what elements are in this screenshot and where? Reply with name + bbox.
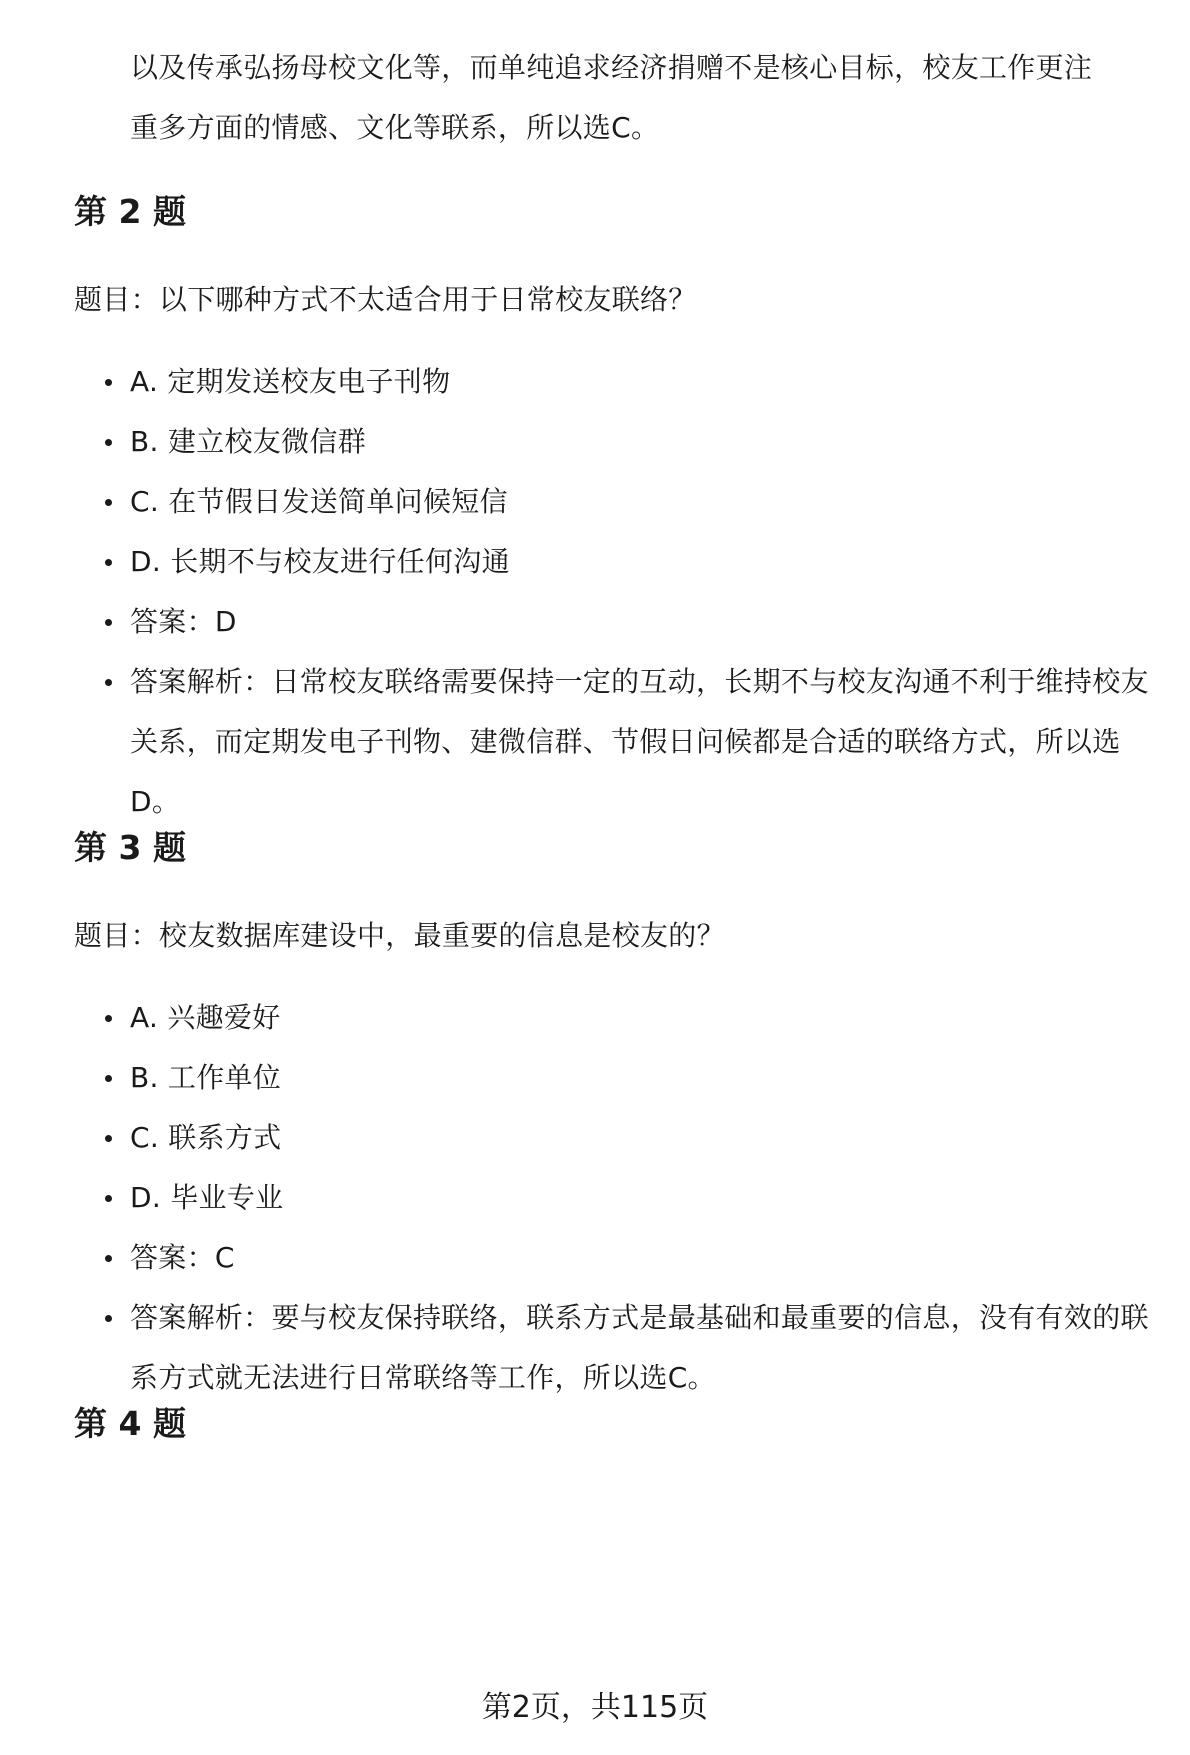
question-3-text: 题目：校友数据库建设中，最重要的信息是校友的？ [74,919,725,952]
option-b: B. 工作单位 [0,1048,1190,1108]
option-c: C. 在节假日发送简单问候短信 [0,472,1190,532]
question-2-options [0,352,1190,832]
answer-analysis: 答案解析：要与校友保持联络，联系方式是最基础和最重要的信息，没有有效的联系方式就无法进行日常联络等工作，所以选C。 [0,1288,1190,1408]
option-a: A. 兴趣爱好 [0,988,1190,1048]
question-3-heading: 第 3 题 [74,828,186,867]
option-b: B. 建立校友微信群 [0,412,1190,472]
question-3-options [0,988,1190,1408]
question-4-heading: 第 4 题 [74,1404,186,1443]
page-number: 第2页，共115页 [481,1690,709,1725]
option-c: C. 联系方式 [0,1108,1190,1168]
answer-analysis: 答案解析：日常校友联络需要保持一定的互动，长期不与校友沟通不利于维持校友关系，而定期发电子刊物、建微信群、节假日问候都是合适的联络方式，所以选D。 [0,652,1190,832]
answer: 答案：D [0,592,1190,652]
continuation-line: 重多方面的情感、文化等联系，所以选C。 [130,111,660,144]
question-2-text: 题目：以下哪种方式不太适合用于日常校友联络？ [74,283,697,316]
continuation-line: 以及传承弘扬母校文化等，而单纯追求经济捐赠不是核心目标，校友工作更注 [130,51,1093,84]
previous-analysis-continuation [130,38,1160,158]
answer: 答案：C [0,1228,1190,1288]
option-a: A. 定期发送校友电子刊物 [0,352,1190,412]
question-2-heading: 第 2 题 [74,192,186,231]
option-d: D. 长期不与校友进行任何沟通 [0,532,1190,592]
option-d: D. 毕业专业 [0,1168,1190,1228]
